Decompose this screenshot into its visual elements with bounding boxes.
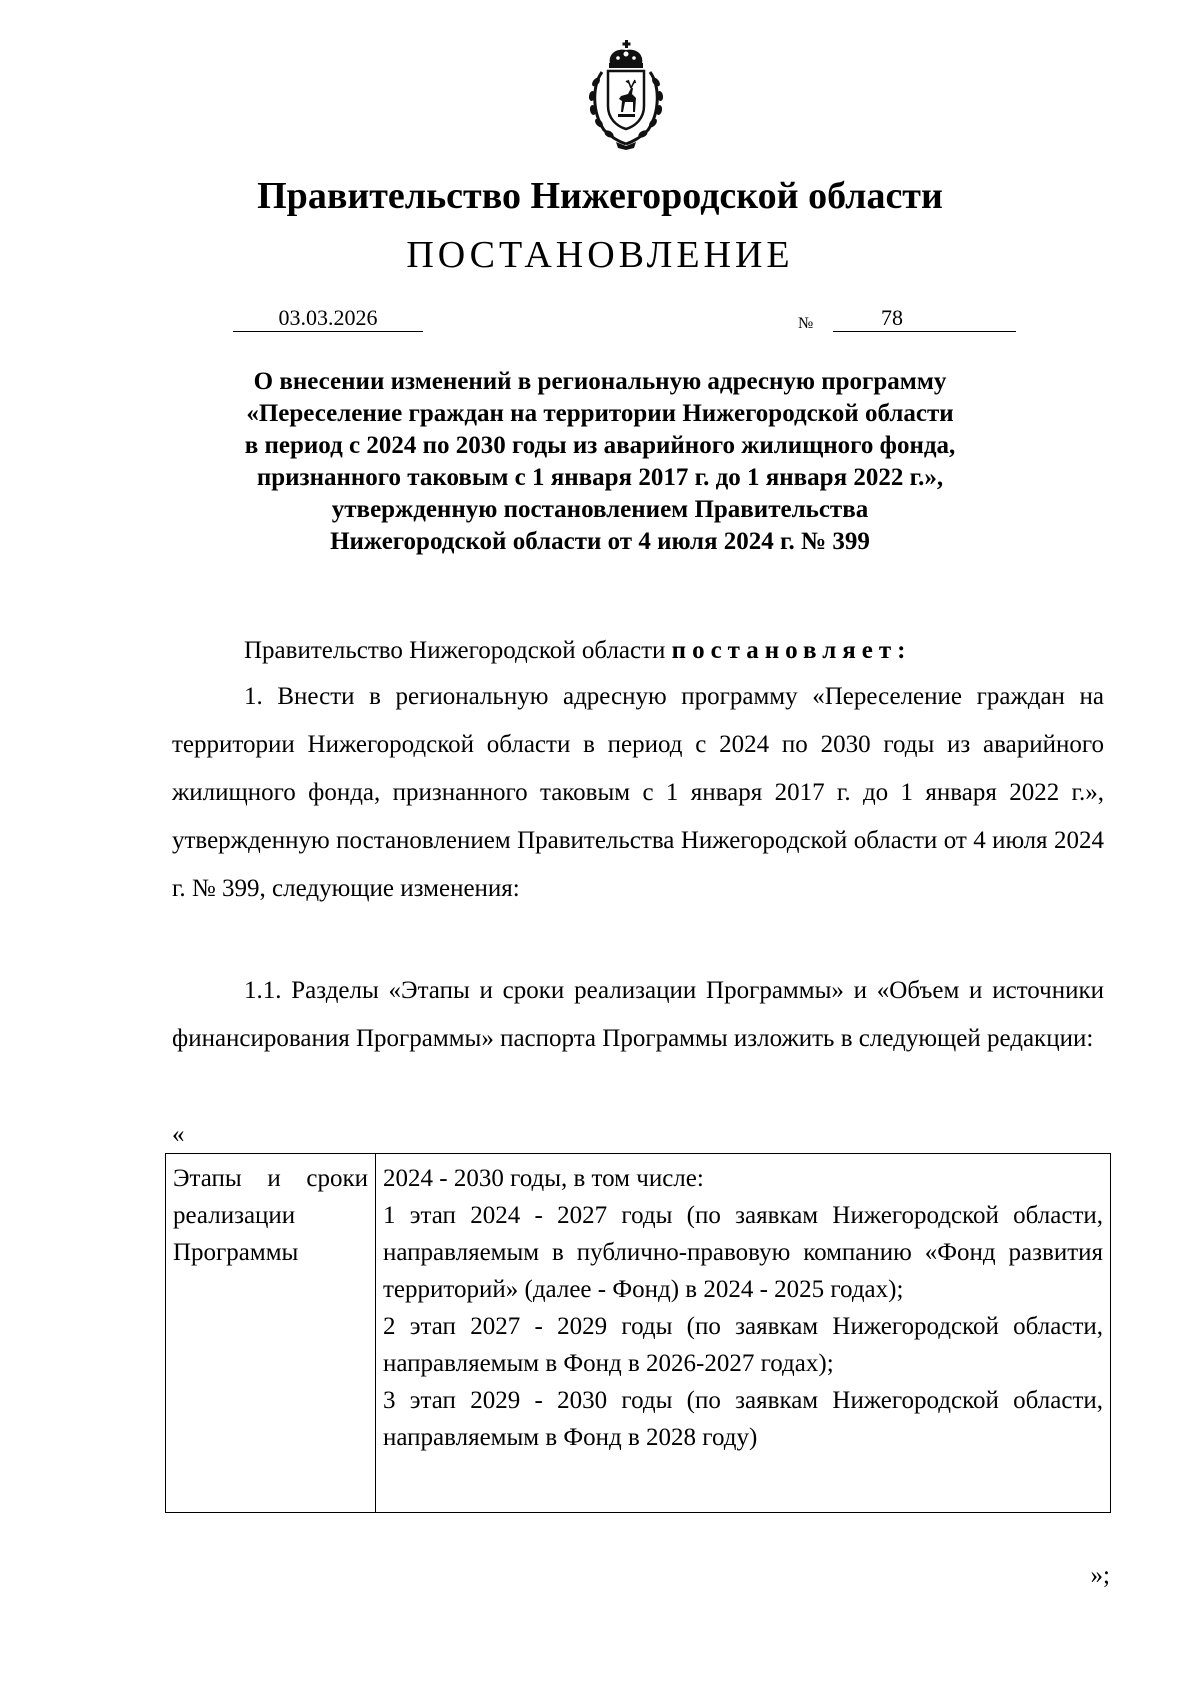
document-date: 03.03.2026 bbox=[278, 305, 378, 330]
coat-of-arms-icon bbox=[578, 38, 688, 150]
preamble-paragraph bbox=[172, 627, 1104, 675]
document-number-field bbox=[833, 305, 1016, 332]
title-line: Нижегородской области от 4 июля 2024 г. № 399 bbox=[330, 528, 870, 555]
preamble-text: Правительство Нижегородской области bbox=[244, 637, 672, 664]
paragraph-1: 1. Внести в региональную адресную программу «Переселение граждан на территории Нижегородской области в период с 2024 по 2030 годы из аварийного жилищного фонда, признанного таковым с 1 января 2017 г. до 1 января 2022 г.», утвержденную постановлением Правительства Нижегородской области от 4 июля 2024 г. № 399, следующие изменения: bbox=[172, 683, 1104, 902]
table-value-cell bbox=[376, 1154, 1111, 1513]
table-row bbox=[166, 1154, 1111, 1513]
title-line: признанного таковым с 1 января 2017 г. до 1 января 2022 г.», bbox=[256, 464, 944, 491]
document-number: 78 bbox=[881, 305, 903, 330]
title-line: «Переселение граждан на территории Нижегородской области bbox=[246, 400, 954, 427]
title-line: О внесении изменений в региональную адресную программу bbox=[253, 368, 947, 395]
paragraph-1-1: 1.1. Разделы «Этапы и сроки реализации Программы» и «Объем и источники финансирования Программы» паспорта Программы изложить в следующей редакции: bbox=[172, 977, 1104, 1052]
passport-table bbox=[165, 1153, 1111, 1513]
stage-2: 2 этап 2027 - 2029 годы (по заявкам Нижегородской области, направляемым в Фонд в 2026-2027 годах); bbox=[383, 1313, 1103, 1377]
resolves-keyword: постановляет: bbox=[671, 637, 912, 664]
quote-close-mark: »; bbox=[1090, 1562, 1110, 1589]
document-type: ПОСТАНОВЛЕНИЕ bbox=[406, 234, 794, 276]
table-label-cell: Этапы и сроки реализации Программы bbox=[166, 1154, 376, 1513]
document-title bbox=[200, 366, 1000, 558]
organization-name: Правительство Нижегородской области bbox=[257, 175, 943, 217]
stage-3: 3 этап 2029 - 2030 годы (по заявкам Нижегородской области, направляемым в Фонд в 2028 году) bbox=[383, 1387, 1103, 1451]
title-line: утвержденную постановлением Правительства bbox=[331, 496, 869, 523]
document-date-field bbox=[233, 305, 423, 332]
stage-1: 1 этап 2024 - 2027 годы (по заявкам Нижегородской области, направляемым в публично-правовую компанию «Фонд развития территорий» (далее - Фонд) в 2024 - 2025 годах); bbox=[383, 1202, 1103, 1303]
stage-summary: 2024 - 2030 годы, в том числе: bbox=[383, 1165, 704, 1192]
quote-open-mark: « bbox=[172, 1121, 185, 1148]
number-sign: № bbox=[798, 315, 814, 332]
title-line: в период с 2024 по 2030 годы из аварийного жилищного фонда, bbox=[244, 432, 956, 459]
